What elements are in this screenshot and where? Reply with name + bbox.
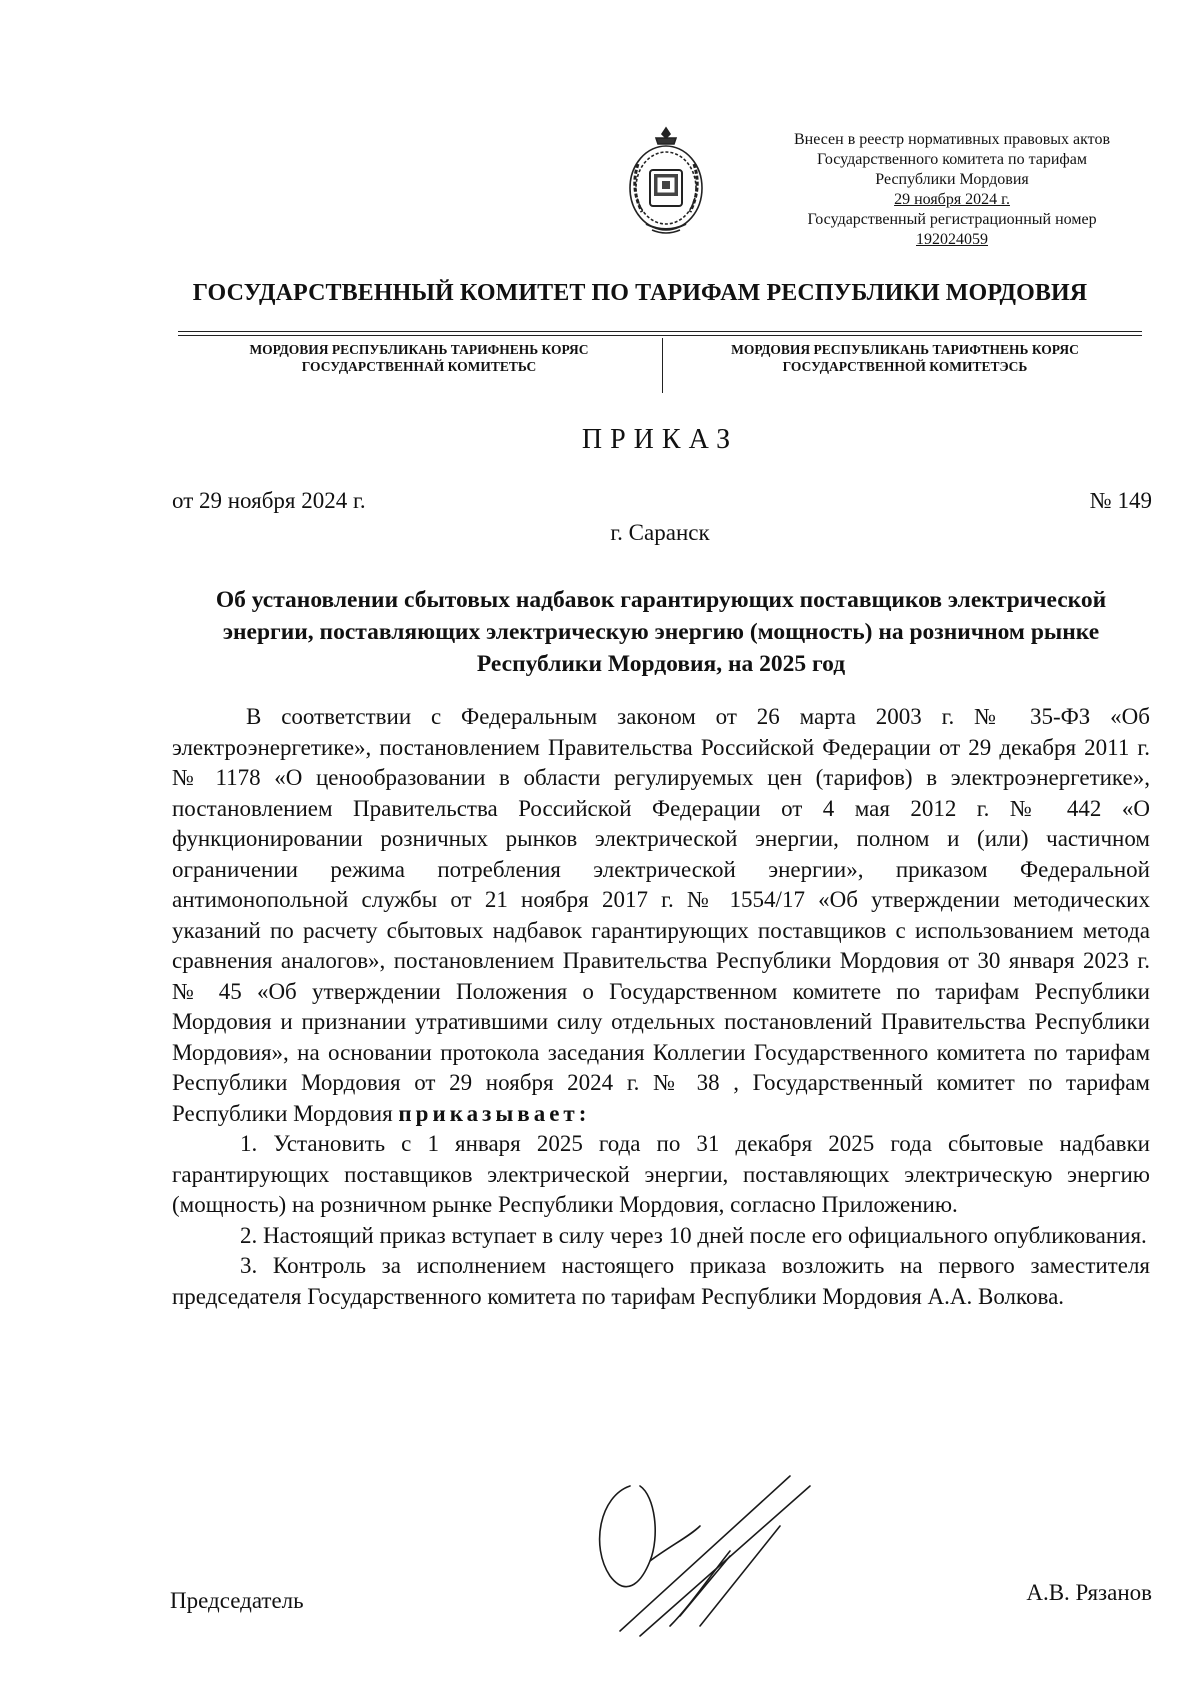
document-date: от 29 ноября 2024 г.: [172, 488, 366, 513]
registry-date: 29 ноября 2024 г.: [894, 191, 1010, 208]
preamble-text: В соответствии с Федеральным законом от 26 марта 2003 г. № 35-ФЗ «Об электроэнергетике», постановлением Правительства Российской Федерации от 29 декабря 2011 г. № 1178 «О ценообразовании в области регулируемых цен (тарифов) в электроэнергетике», постановлением Правительства Российской Федерации от 4 мая 2012 г. № 442 «О функционировании розничных рынков электрической энергии, полном и (или) частичном ограничении режима потребления электрической энергии», приказом Федеральной антимонопольной службы от 21 ноября 2017 г. № 1554/17 «Об утверждении методических указаний по расчету сбытовых надбавок гарантирующих поставщиков с использованием метода сравнения аналогов», постановлением Правительства Республики Мордовия от 30 января 2023 г. № 45 «Об утверждении Положения о Государственном комитете по тарифам Республики Мордовия и признании утратившими силу отдельных постановлений Правительства Республики Мордовия», на основании протокола заседания Коллегии Государственного комитета по тарифам Республики Мордовия от 29 ноября 2024 г. № 38 , Государственный комитет по тарифам Республики Мордовия: [172, 704, 1150, 1126]
registry-line: Государственного комитета по тарифам: [816, 151, 1088, 168]
erzya-title-line: ГОСУДАРСТВЕННОЙ КОМИТЕТЭСЬ: [782, 359, 1028, 374]
order-item-3: 3. Контроль за исполнением настоящего приказа возложить на первого заместителя председателя Государственного комитета по тарифам Республики Мордовия А.А. Волкова.: [172, 1253, 1150, 1309]
handwritten-signature-icon: [580, 1466, 840, 1646]
registry-stamp: [762, 130, 1142, 250]
header-divider: [178, 331, 1142, 332]
document-body: [172, 702, 1150, 1312]
moksha-title-line: ГОСУДАРСТВЕННАЙ КОМИТЕТЬС: [301, 359, 537, 374]
registry-line: Республики Мордовия: [875, 171, 1029, 188]
order-item-1: 1. Установить с 1 января 2025 года по 31 декабря 2025 года сбытовые надбавки гарантирующих поставщиков электрической энергии, поставляющих электрическую энергию (мощность) на розничном рынке Республики Мордовия, согласно Приложению.: [172, 1131, 1150, 1217]
moksha-title: [180, 341, 658, 375]
document-city: г. Саранск: [610, 520, 710, 545]
signatory-position: Председатель: [170, 1588, 304, 1613]
header-divider: [178, 335, 1142, 336]
erzya-title-line: МОРДОВИЯ РЕСПУБЛИКАНЬ ТАРИФТНЕНЬ КОРЯС: [731, 342, 1079, 357]
vertical-divider: [662, 338, 663, 393]
document-subject: Об установлении сбытовых надбавок гарантирующих поставщиков электрической энергии, поставляющих электрическую энергию (мощность) на розничном рынке Республики Мордовия, на 2025 год: [215, 587, 1107, 677]
registry-number: 192024059: [916, 231, 988, 248]
document-type: ПРИКАЗ: [581, 424, 739, 455]
registry-line: Государственный регистрационный номер: [807, 211, 1097, 228]
erzya-title: [666, 341, 1144, 375]
signatory-name: А.В. Рязанов: [1026, 1580, 1152, 1605]
document-number: № 149: [1089, 488, 1152, 513]
preamble-paragraph: [172, 702, 1150, 1129]
committee-title: ГОСУДАРСТВЕННЫЙ КОМИТЕТ ПО ТАРИФАМ РЕСПУБЛИКИ МОРДОВИЯ: [192, 280, 1088, 306]
order-item-2: 2. Настоящий приказ вступает в силу через 10 дней после его официального опубликования.: [240, 1222, 1147, 1248]
orders-word: приказывает:: [398, 1100, 591, 1126]
coat-of-arms-icon: [616, 124, 716, 244]
registry-line: Внесен в реестр нормативных правовых актов: [794, 131, 1110, 148]
moksha-title-line: МОРДОВИЯ РЕСПУБЛИКАНЬ ТАРИФНЕНЬ КОРЯС: [249, 342, 589, 357]
